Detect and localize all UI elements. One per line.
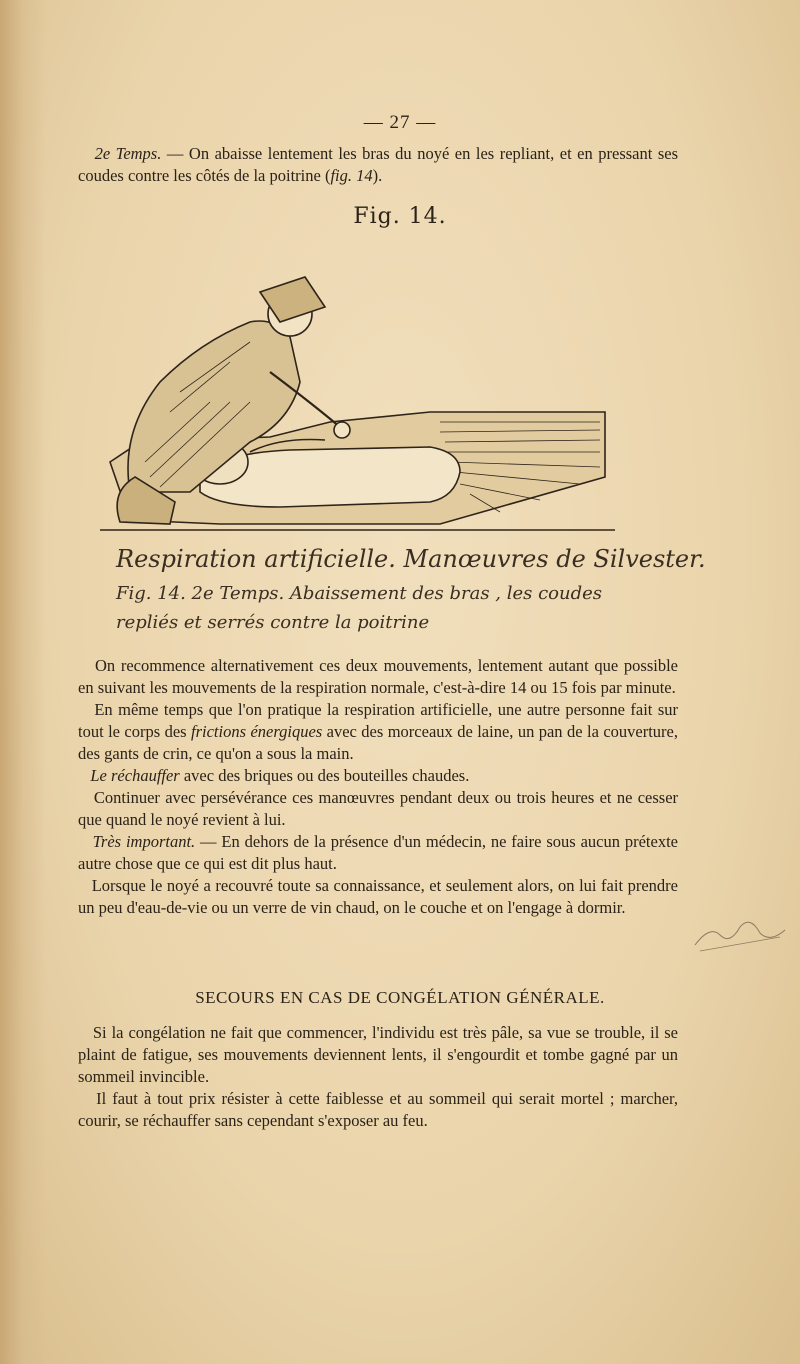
frostbite-paragraph-1: Si la congélation ne fait que commencer, l'individu est très pâle, sa vue se trouble, il se plaint de fatigue, ses mouvements deviennent lents, il s'engourdit et tombe gagné par un sommeil invincible. <box>78 1023 679 1086</box>
figure-caption-title: Respiration artificielle. Manœuvres de Silvester. <box>116 545 706 573</box>
tres-important-emphasis: Très important. <box>92 832 196 851</box>
step-label: 2e Temps. <box>94 144 162 163</box>
paragraph-2-end: avec des morceaux de laine, un pan de la couverture, des gants de crin, ce qu'on a sous la main. <box>78 722 678 763</box>
frictions-emphasis: frictions énergiques <box>191 722 323 741</box>
page-number: — 27 — <box>363 112 437 133</box>
instructions-body <box>78 655 678 919</box>
figure-caption-line-2: Fig. 14. 2e Temps. Abaissement des bras , les coudes <box>116 583 603 604</box>
paragraph-1: On recommence alternativement ces deux mouvements, lentement autant que possible en suivant les mouvements de la respiration normale, c'est-à-dire 14 ou 15 fois par minute. <box>78 656 678 697</box>
rescuer-hand <box>334 422 350 438</box>
paragraph-6: Lorsque le noyé a recouvré toute sa connaissance, et seulement alors, on lui fait prendre un peu d'eau-de-vie ou un verre de vin chaud, on le couche et on l'engage à dormir. <box>78 876 679 917</box>
intro-paragraph <box>78 143 678 187</box>
paragraph-3: avec des briques ou des bouteilles chaudes. <box>179 766 470 785</box>
frostbite-body <box>78 1022 678 1132</box>
frostbite-paragraph-2: Il faut à tout prix résister à cette faiblesse et au sommeil qui serait mortel ; marcher, courir, se réchauffer sans cependant s'exposer au feu. <box>78 1089 678 1130</box>
figure-caption-line-3: repliés et serrés contre la poitrine <box>116 612 430 633</box>
silvester-method-illustration <box>100 262 620 542</box>
paragraph-4: Continuer avec persévérance ces manœuvres pendant deux ou trois heures et ne cesser que quand le noyé revient à lui. <box>78 788 679 829</box>
paragraph-5: — En dehors de la présence d'un médecin, ne faire sous aucun prétexte autre chose que ce qui est dit plus haut. <box>78 832 678 873</box>
figure-label: Fig. 14. <box>353 204 447 229</box>
intro-end: ). <box>372 166 383 185</box>
paragraph-2-start: En même temps que l'on pratique la respiration artificielle, une autre personne fait sur tout le corps des <box>78 700 679 741</box>
rechauffer-emphasis: Le réchauffer <box>90 766 180 785</box>
section-title: SECOURS EN CAS DE CONGÉLATION GÉNÉRALE. <box>195 988 605 1007</box>
figure-reference: fig. 14 <box>330 166 373 185</box>
intro-text: — On abaisse lentement les bras du noyé en les repliant, et en pressant ses coudes contre les côtés de la poitrine ( <box>78 144 679 185</box>
pencil-marginalia <box>690 905 790 955</box>
